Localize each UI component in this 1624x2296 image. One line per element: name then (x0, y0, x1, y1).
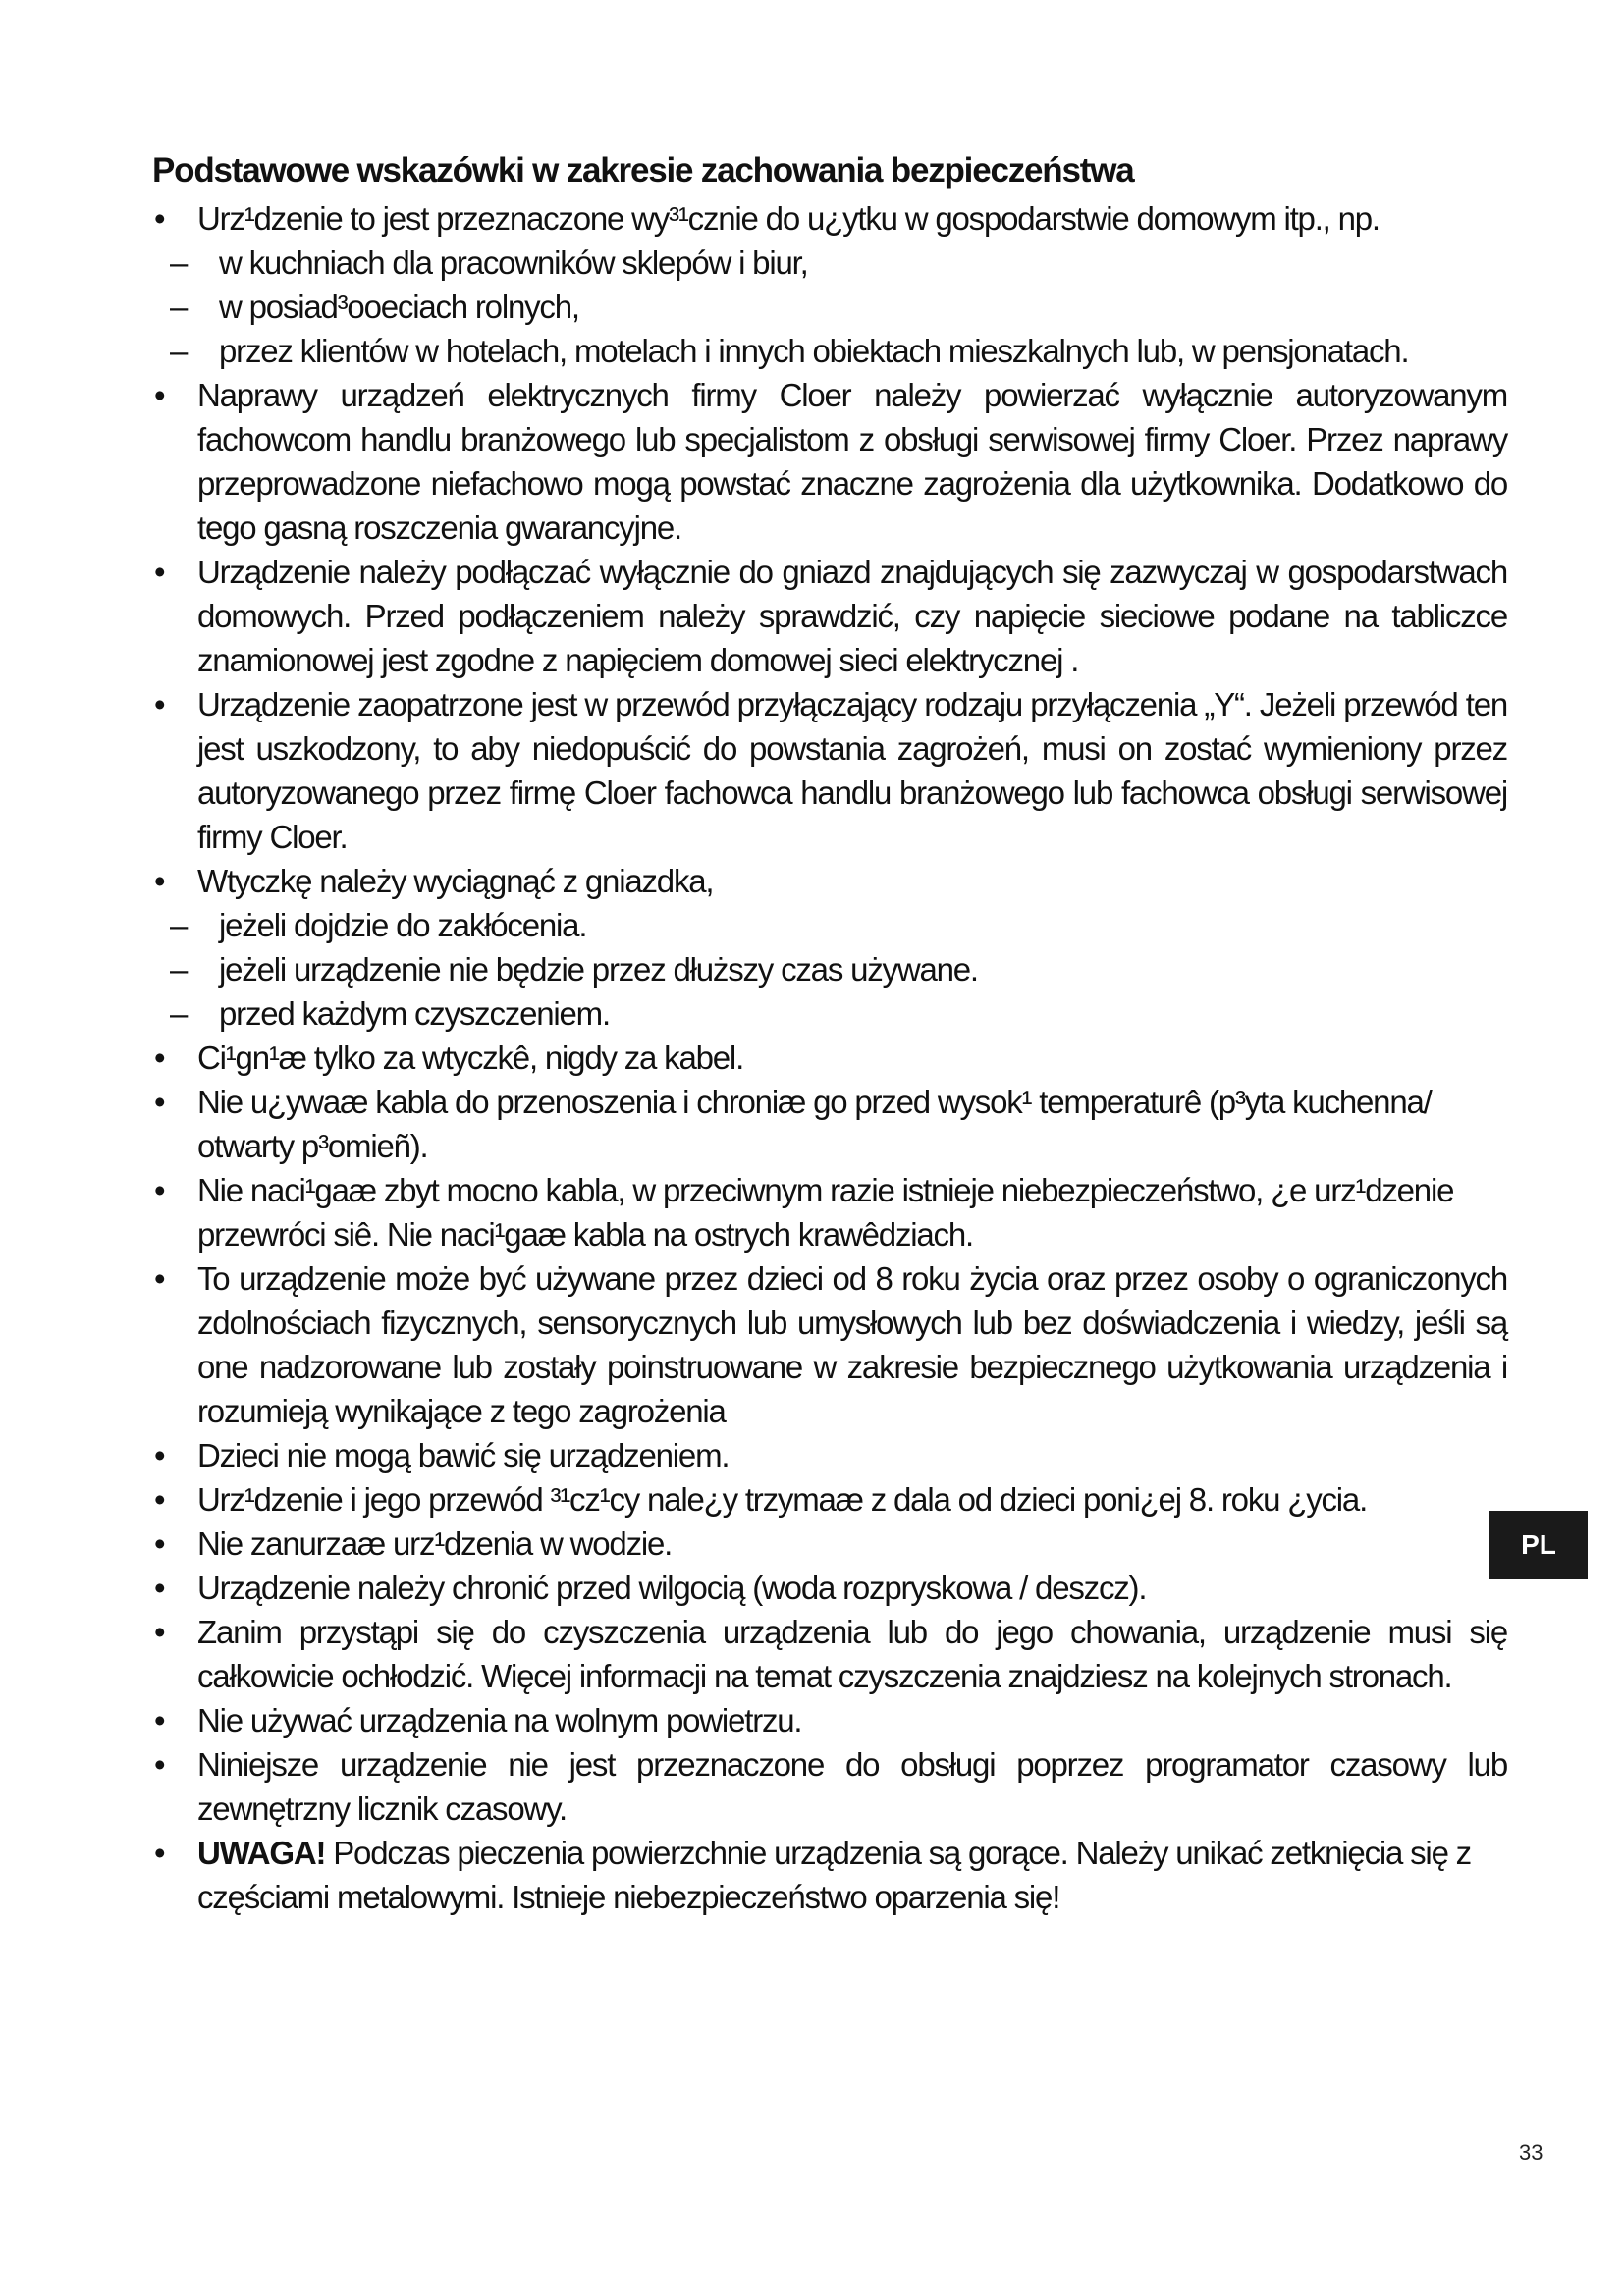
list-item-text: Wtyczkę należy wyciągnąć z gniazdka, (197, 863, 714, 899)
section-heading: Podstawowe wskazówki w zakresie zachowania bezpieczeństwa (152, 151, 1134, 189)
dash-icon: – (170, 244, 188, 281)
safety-instructions (152, 147, 1507, 1919)
bullet-icon: • (154, 1172, 165, 1208)
list-item-text: Ci¹gn¹æ tylko za wtyczkê, nigdy za kabel. (197, 1040, 744, 1076)
bullet-icon: • (154, 1437, 165, 1473)
sub-list-item (152, 329, 1507, 373)
sub-list-item (152, 991, 1507, 1036)
bullet-icon: • (154, 863, 165, 899)
list-item-text: Urządzenie należy chronić przed wilgocią (woda rozpryskowa / deszcz). (197, 1570, 1147, 1606)
warning-item-text (197, 1831, 1507, 1919)
bullet-icon: • (154, 1702, 165, 1738)
sub-list-item-text: jeżeli dojdzie do zakłócenia. (219, 907, 587, 943)
list-item (152, 1036, 1507, 1080)
list-item-text: Nie naci¹gaæ zbyt mocno kabla, w przeciwnym razie istnieje niebezpieczeństwo, ¿e urz¹dzenie przewróci siê. Nie naci¹gaæ kabla na ostrych krawêdziach. (197, 1172, 1454, 1253)
list-item-text: Nie u¿ywaæ kabla do przenoszenia i chroniæ go przed wysok¹ temperaturê (p³yta kuchenna/ otwarty p³omieñ). (197, 1084, 1432, 1164)
list-item-text: Urządzenie zaopatrzone jest w przewód przyłączający rodzaju przyłączenia „Y“. Jeżeli przewód ten jest uszkodzony, to aby niedopuścić do powstania zagrożeń, musi on zostać wymieniony przez autoryzowanego przez firmę Cloer fachowca handlu branżowego lub fachowca obsługi serwisowej firmy Cloer. (197, 686, 1507, 855)
list-item (152, 1522, 1507, 1566)
list-item (152, 1433, 1507, 1477)
sub-list-item-text: przed każdym czyszczeniem. (219, 995, 610, 1032)
list-item (152, 1168, 1507, 1256)
page-number: 33 (1519, 2140, 1543, 2164)
sub-list-item-text: przez klientów w hotelach, motelach i innych obiektach mieszkalnych lub, w pensjonatach. (219, 333, 1409, 369)
list-item (152, 1742, 1507, 1831)
sub-list-item-text: w kuchniach dla pracowników sklepów i biur, (219, 244, 808, 281)
list-item-text: Zanim przystąpi się do czyszczenia urządzenia lub do jego chowania, urządzenie musi się całkowicie ochłodzić. Więcej informacji na temat czyszczenia znajdziesz na kolejnych stronach. (197, 1614, 1507, 1694)
bullet-icon: • (154, 1260, 165, 1297)
list-item-text: Naprawy urządzeń elektrycznych firmy Cloer należy powierzać wyłącznie autoryzowanym fachowcom handlu branżowego lub specjalistom z obsługi serwisowej firmy Cloer. Przez naprawy przeprowadzone niefachowo mogą powstać znaczne zagrożenia dla użytkownika. Dodatkowo do tego gasną roszczenia gwarancyjne. (197, 377, 1507, 546)
bullet-icon: • (154, 686, 165, 722)
list-item (152, 1256, 1507, 1433)
list-item-text: To urządzenie może być używane przez dzieci od 8 roku życia oraz przez osoby o ograniczonych zdolnościach fizycznych, sensorycznych lub umysłowych lub bez doświadczenia i wiedzy, jeśli są one nadzorowane lub zostały poinstruowane w zakresie bezpiecznego użytkowania urządzenia i rozumieją wynikające z tego zagrożenia (197, 1260, 1507, 1429)
dash-icon: – (170, 907, 188, 943)
list-item (152, 1080, 1507, 1168)
list-item-text: Urz¹dzenie to jest przeznaczone wy³¹cznie do u¿ytku w gospodarstwie domowym itp., np. (197, 200, 1380, 237)
list-item (152, 550, 1507, 682)
list-item-text: Nie zanurzaæ urz¹dzenia w wodzie. (197, 1525, 673, 1562)
bullet-icon: • (154, 1084, 165, 1120)
list-item-text: Urz¹dzenie i jego przewód ³¹cz¹cy nale¿y trzymaæ z dala od dzieci poni¿ej 8. roku ¿ycia. (197, 1481, 1368, 1518)
sub-list-item (152, 947, 1507, 991)
bullet-icon: • (154, 1570, 165, 1606)
bullet-icon: • (154, 1525, 165, 1562)
dash-icon: – (170, 995, 188, 1032)
bullet-icon: • (154, 1746, 165, 1783)
list-item-text: Dzieci nie mogą bawić się urządzeniem. (197, 1437, 730, 1473)
bullet-icon: • (154, 1614, 165, 1650)
bullet-icon: • (154, 1481, 165, 1518)
warning-text: Podczas pieczenia powierzchnie urządzenia są gorące. Należy unikać zetknięcia się z częściami metalowymi. Istnieje niebezpieczeństwo oparzenia się! (197, 1835, 1471, 1915)
list-item-text: Urządzenie należy podłączać wyłącznie do gniazd znajdujących się zazwyczaj w gospodarstwach domowych. Przed podłączeniem należy sprawdzić, czy napięcie sieciowe podane na tabliczce znamionowej jest zgodne z napięciem domowej sieci elektrycznej . (197, 554, 1507, 678)
dash-icon: – (170, 333, 188, 369)
list-item (152, 196, 1507, 240)
sub-list-item-text: w posiad³ooeciach rolnych, (219, 289, 579, 325)
list-item (152, 682, 1507, 859)
bullet-icon: • (154, 554, 165, 590)
dash-icon: – (170, 951, 188, 988)
list-item (152, 1610, 1507, 1698)
bullet-icon: • (154, 200, 165, 237)
list-item (152, 1477, 1507, 1522)
bullet-icon: • (154, 1835, 165, 1871)
bullet-icon: • (154, 377, 165, 413)
list-item (152, 373, 1507, 550)
bullet-icon: • (154, 1040, 165, 1076)
list-item (152, 859, 1507, 903)
dash-icon: – (170, 289, 188, 325)
sub-list-item (152, 285, 1507, 329)
list-item (152, 1698, 1507, 1742)
list-item-text: Nie używać urządzenia na wolnym powietrzu. (197, 1702, 802, 1738)
sub-list-item (152, 903, 1507, 947)
list-item-text: Niniejsze urządzenie nie jest przeznaczone do obsługi poprzez programator czasowy lub zewnętrzny licznik czasowy. (197, 1746, 1507, 1827)
list-item (152, 1831, 1507, 1919)
list-item (152, 1566, 1507, 1610)
sub-list-item (152, 240, 1507, 285)
warning-label: UWAGA! (197, 1835, 326, 1871)
language-badge: PL (1489, 1511, 1588, 1579)
sub-list-item-text: jeżeli urządzenie nie będzie przez dłuższy czas używane. (219, 951, 978, 988)
